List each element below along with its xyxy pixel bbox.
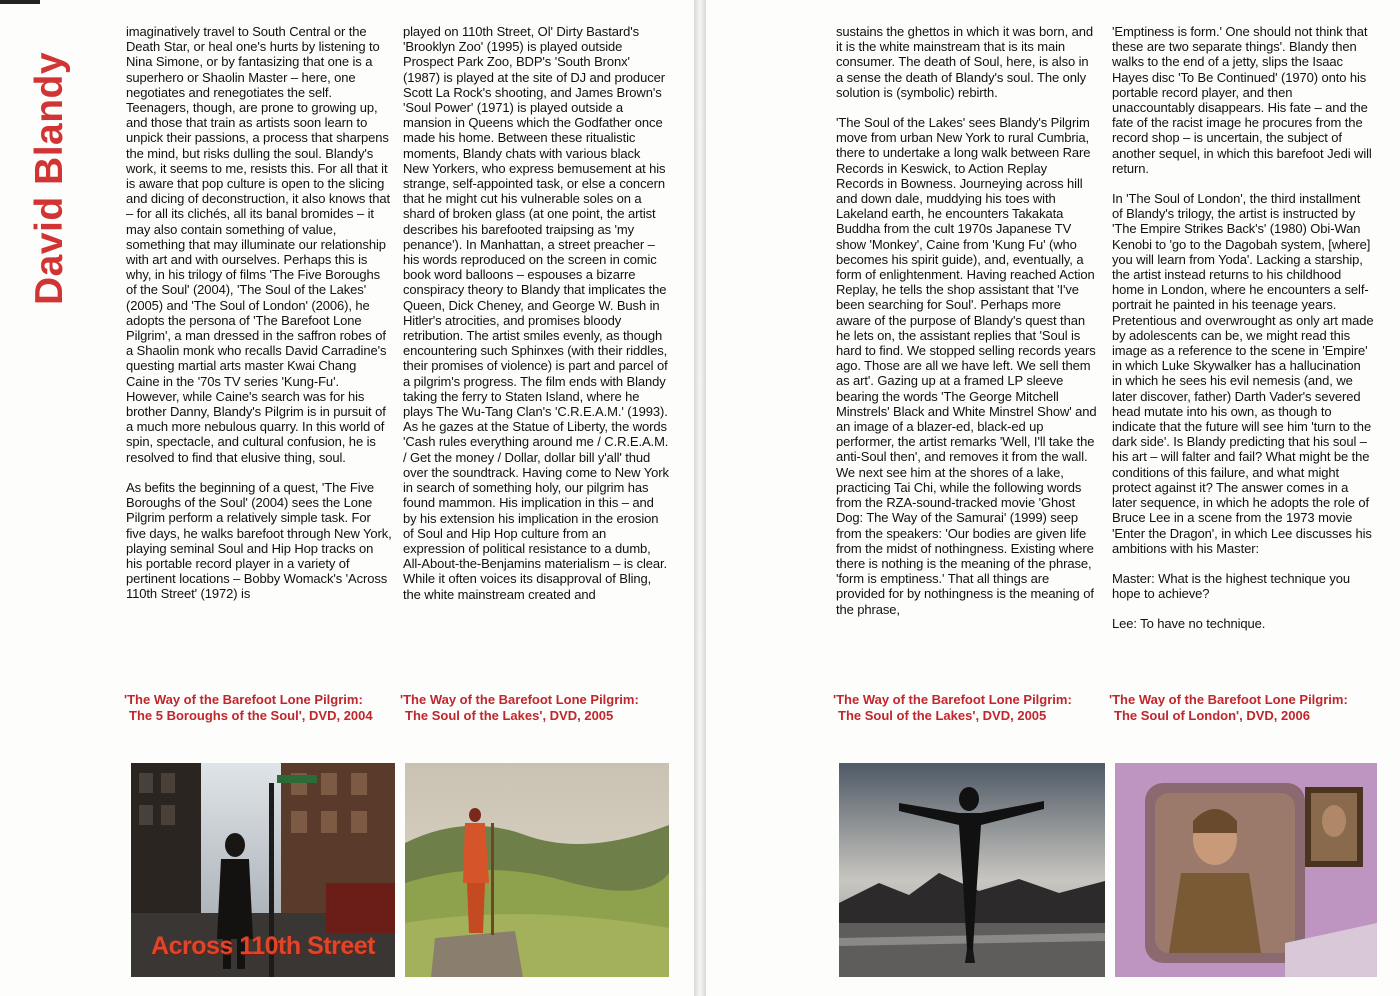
paragraph: sustains the ghettos in which it was born, and it is the white mainstream that is its main consumer. The death of Soul, here, is also in a sense the death of Blandy's soul. The only solution is (symbolic) rebirth. xyxy=(836,24,1093,100)
photo-lake-silhouette xyxy=(839,763,1105,977)
right-page xyxy=(706,0,1400,996)
photo-mirror-portrait xyxy=(1115,763,1377,977)
paragraph: 'The Soul of the Lakes' sees Blandy's Pilgrim move from urban New York to rural Cumbria, there to undertake a long walk between Rare Records in Keswick, to Action Replay Records in Bowness. Journeying across hill and down dale, muddying his toes with Lakeland earth, he encounters Takakata Buddha from the cult 1970s Japanese TV show 'Monkey', Caine from 'Kung Fu' (who becomes his spirit guide), and, eventually, a form of enlightenment. Having reached Action Replay, he tells the shop assistant that 'I've been searching for Soul'. Perhaps more aware of the purpose of Blandy's quest than he lets on, the assistant replies that 'Soul is hard to find. We stopped selling records years ago. Those are all we have left. We sell them as art'. Gazing up at a framed LP sleeve bearing the words 'The George Mitchell Minstrels' Black and White Minstrel Show' and an image of a blazer-ed, black-ed up performer, the artist remarks 'Well, I'll take the anti-Soul then', and removes it from the wall. We next see him at the shores of a lake, practicing Tai Chi, while the following words from the RZA-sound-tracked movie 'Ghost Dog: The Way of the Samurai' (1999) seep from the speakers: 'Our bodies are given life from the midst of nothingness. Existing where there is nothing is the meaning of the phrase, 'form is emptiness.' That all things are provided for by nothingness is the meaning of the phrase, xyxy=(836,115,1097,617)
paragraph: imaginatively travel to South Central or the Death Star, or heal one's hurts by listening to Nina Simone, or by fantasizing that one is a superhero or Shaolin Master – here, one negotiates and renegotiates the self. Teenagers, though, are prone to growing up, and those that train as artists soon learn to unpick their passions, a process that sharpens the mind, but risks dulling the soul. Blandy's work, it seems to me, resists this. For all that it is aware that pop culture is open to the slicing and dicing of deconstruction, it also knows that – for all its clichés, all its banal bromides – it may also contain something of value, something that may illuminate our relationship with art and with ourselves. Perhaps this is why, in his trilogy of films 'The Five Boroughs of the Soul' (2004), 'The Soul of the Lakes' (2005) and 'The Soul of London' (2006), he adopts the persona of 'The Barefoot Lone Pilgrim', a man dressed in the saffron robes of a Shaolin monk who recalls David Carradine's questing martial arts master Kwai Chang Caine in the '70s TV series 'Kung-Fu'. However, while Caine's search was for his brother Danny, Blandy's Pilgrim is in pursuit of a much more nebulous quarry. In this world of spin, spectacle, and cultural confusion, he is resolved to find that elusive thing, soul. xyxy=(126,24,391,465)
caption-line: The Soul of the Lakes', DVD, 2005 xyxy=(838,708,1047,723)
text-column-2 xyxy=(403,24,669,617)
paragraph: 'Emptiness is form.' One should not think that these are two separate things'. Blandy then walks to the end of a jetty, slips the Isaac Hayes disc 'To Be Continued' (1970) onto his portable record player, and then unaccountably disappears. His fate – and the fate of the racist image he procures from the record shop – is uncertain, the subject of another sequel, in which this barefoot Jedi will return. xyxy=(1112,24,1372,176)
caption-4 xyxy=(1109,692,1348,724)
caption-line: The Soul of the Lakes', DVD, 2005 xyxy=(405,708,614,723)
caption-1 xyxy=(124,692,373,724)
caption-line: 'The Way of the Barefoot Lone Pilgrim: xyxy=(124,692,363,707)
hill-scene-image xyxy=(405,763,669,977)
photo-lakes-hill xyxy=(405,763,669,977)
paragraph: played on 110th Street, Ol' Dirty Bastard's 'Brooklyn Zoo' (1995) is played outside Prospect Park Zoo, BDP's 'South Bronx' (1987) is played at the site of DJ and producer Scott La Rock's shooting, and James Brown's 'Soul Power' (1971) is played outside a mansion in Queens which the Godfather once made his home. Between these ritualistic moments, Blandy chats with various black New Yorkers, who express bemusement at his strange, self-appointed task, or else a concern that he might cut his vulnerable soles on a shard of broken glass (at one point, the artist describes his barefooted traipsing as 'my penance'). In Manhattan, a street preacher – his words reproduced on the screen in comic book word balloons – espouses a bizarre conspiracy theory to Blandy that implicates the Queen, Dick Cheney, and George W. Bush in Hitler's atrocities, and promises bloody retribution. The artist smiles evenly, as though encountering such Sphinxes (with their riddles, their promises of violence) is part and parcel of a pilgrim's progress. The film ends with Blandy taking the ferry to Staten Island, where he plays The Wu-Tang Clan's 'C.R.E.A.M.' (1993). As he gazes at the Statue of Liberty, the words 'Cash rules everything around me / C.R.E.A.M. / Get the money / Dollar, dollar bill y'all' thud over the soundtrack. Having come to New York in search of something holy, our pilgrim has found mammon. His implication in this – and by his extension his implication in the erosion of Soul and Hip Hop culture from an expression of political resistance to a dumb, All-About-the-Benjamins materialism – is clear. While it often voices its disapproval of Bling, the white mainstream created and xyxy=(403,24,669,602)
paragraph: As befits the beginning of a quest, 'The Five Boroughs of the Soul' (2004) sees the Lone Pilgrim perform a relatively simple task. For five days, he walks barefoot through New York, playing seminal Soul and Hip Hop tracks on his portable record player in a variety of pertinent locations – Bobby Womack's 'Across 110th Street' (1972) is xyxy=(126,479,392,602)
caption-line: 'The Way of the Barefoot Lone Pilgrim: xyxy=(833,692,1072,707)
caption-3 xyxy=(833,692,1072,724)
left-page xyxy=(0,0,694,996)
caption-line: The Soul of London', DVD, 2006 xyxy=(1114,708,1310,723)
caption-line: 'The Way of the Barefoot Lone Pilgrim: xyxy=(400,692,639,707)
mirror-portrait-image xyxy=(1115,763,1377,977)
photo-overlay-title: Across 110th Street xyxy=(151,932,375,960)
text-column-1 xyxy=(126,24,392,617)
caption-2 xyxy=(400,692,639,724)
paragraph: In 'The Soul of London', the third installment of Blandy's trilogy, the artist is instructed by 'The Empire Strikes Back's' (1980) Obi-Wan Kenobi to 'go to the Dagobah system, [where] you will learn from Yoda'. Lacking a starship, the artist instead returns to his childhood home in London, where he encounters a self-portrait he painted in his teenage years. Pretentious and overwrought as only art made by adolescents can be, we might read this image as a reference to the scene in 'Empire' in which Luke Skywalker has a hallucination in which he sees his evil nemesis (and, we later discover, father) Darth Vader's severed head mutate into his own, as though to indicate that the future will see him 'turn to the dark side'. Is Blandy predicting that his soul – his art – will falter and fail? What might be the conditions of this failure, and what might protect against it? The answer comes in a later sequence, in which he adopts the role of Bruce Lee in a scene from the 1973 movie 'Enter the Dragon', in which Lee discusses his ambitions with his Master: xyxy=(1112,191,1374,556)
caption-line: 'The Way of the Barefoot Lone Pilgrim: xyxy=(1109,692,1348,707)
paragraph: Master: What is the highest technique you hope to achieve? xyxy=(1112,570,1350,602)
text-column-3 xyxy=(836,24,1098,632)
paragraph: Lee: To have no technique. xyxy=(1112,616,1266,632)
spine-gutter xyxy=(694,0,706,996)
photo-new-york-street xyxy=(131,763,395,977)
text-column-4 xyxy=(1112,24,1374,647)
lake-silhouette-image xyxy=(839,763,1105,977)
artist-name-title: David Blandy xyxy=(28,51,71,305)
top-edge-mark xyxy=(0,0,40,4)
caption-line: The 5 Boroughs of the Soul', DVD, 2004 xyxy=(129,708,373,723)
